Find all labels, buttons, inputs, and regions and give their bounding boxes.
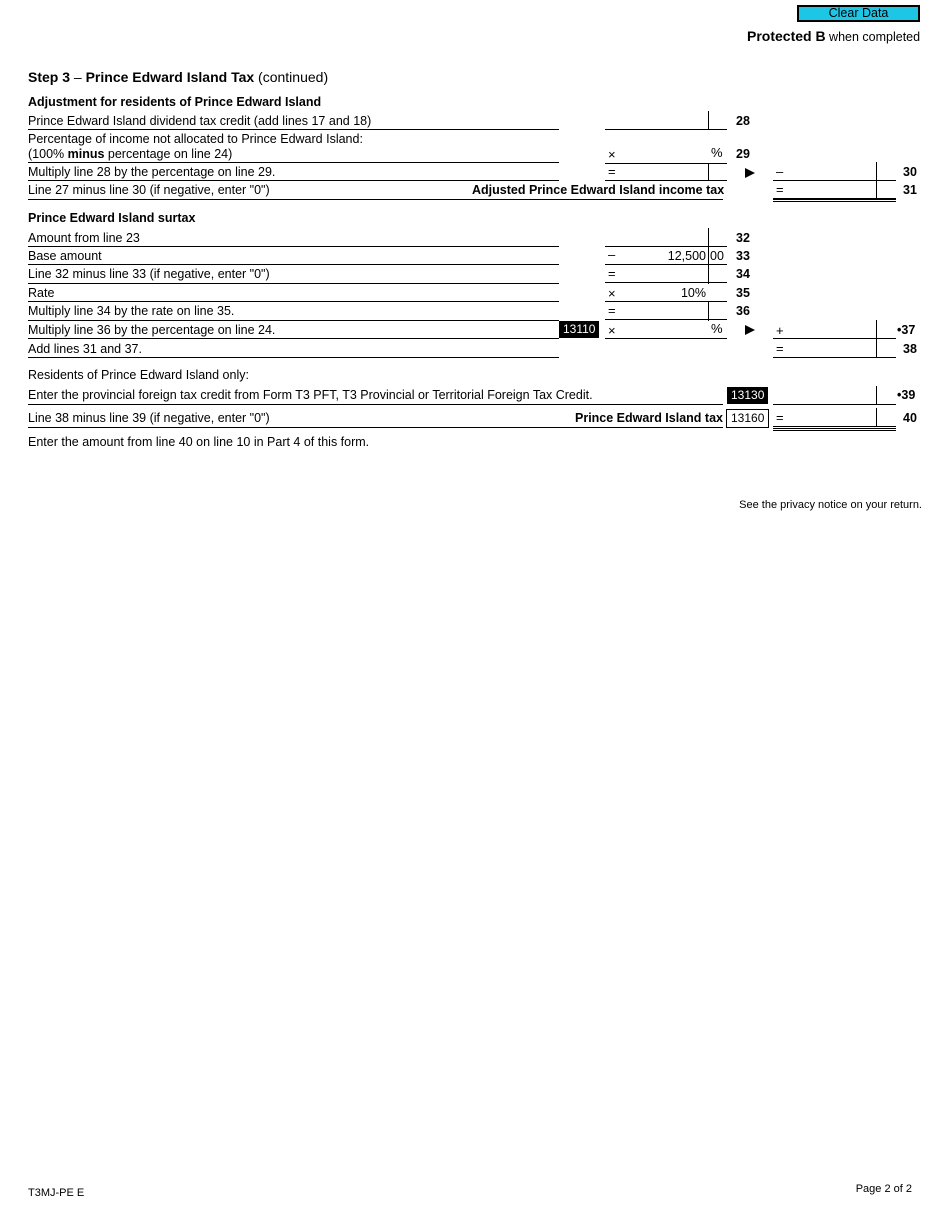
line39-number-wrap (897, 387, 915, 403)
line30-label: Multiply line 28 by the percentage on line 29. (28, 165, 276, 179)
line35-rate-value: 10% (680, 286, 706, 300)
line34-cents-divider (708, 265, 709, 284)
line31-double-underline (773, 199, 896, 202)
line40-number: 40 (903, 411, 917, 425)
line33-cents-value: 00 (710, 249, 724, 263)
line39-underline (28, 404, 723, 405)
line37-percent-sign: % (711, 321, 723, 336)
line38-equals-op: = (776, 341, 784, 356)
step-title-dash: – (70, 69, 86, 85)
line36-number: 36 (736, 304, 750, 318)
line30-result-divider (876, 162, 877, 181)
line29-underline (28, 162, 559, 163)
line33-number: 33 (736, 249, 750, 263)
line39-code: 13130 (727, 387, 768, 404)
line32-underline (28, 246, 559, 247)
line38-result-divider (876, 339, 877, 358)
line40-result-divider (876, 408, 877, 427)
line30-number: 30 (903, 165, 917, 179)
line34-number: 34 (736, 267, 750, 281)
line36-cents-divider (708, 302, 709, 321)
line29-label-b-bold: minus (67, 147, 105, 161)
line29-label-a: Percentage of income not allocated to Prince Edward Island: (28, 132, 363, 146)
protected-b-rest: when completed (825, 30, 921, 44)
line31-number: 31 (903, 183, 917, 197)
line40-instruction: Enter the amount from line 40 on line 10 in Part 4 of this form. (28, 435, 370, 449)
line40-result-field[interactable] (773, 409, 896, 427)
line28-number: 28 (736, 114, 750, 128)
line40-label: Line 38 minus line 39 (if negative, enter "0") (28, 411, 270, 425)
line37-code: 13110 (559, 321, 599, 338)
line29-label-b-post: percentage on line 24) (104, 147, 233, 161)
line37-result-field[interactable] (773, 321, 896, 339)
line33-underline (28, 264, 559, 265)
line30-equals-op: = (608, 164, 616, 179)
privacy-notice: See the privacy notice on your return. (739, 499, 922, 511)
adjustment-heading: Adjustment for residents of Prince Edward Island (28, 95, 322, 109)
line34-label: Line 32 minus line 33 (if negative, enter "0") (28, 267, 270, 281)
line31-right-label: Adjusted Prince Edward Island income tax (472, 183, 725, 197)
line34-equals-op: = (608, 266, 616, 281)
step-title-step: Step 3 (28, 69, 71, 85)
line31-equals-op: = (776, 182, 784, 197)
line40-equals-op: = (776, 410, 784, 425)
line35-times-op: × (608, 286, 616, 301)
line39-number: 39 (901, 388, 916, 402)
arrow-right-icon (745, 325, 755, 335)
step-title-continued: (continued) (254, 69, 329, 85)
line36-equals-op: = (608, 303, 616, 318)
line39-bullet: • (897, 388, 902, 402)
line29-times-op: × (608, 147, 616, 162)
line37-label: Multiply line 36 by the percentage on line 24. (28, 323, 276, 337)
line38-result-field[interactable] (773, 340, 896, 358)
line40-underline (28, 427, 723, 428)
line34-underline (28, 283, 559, 284)
line30-cents-divider (708, 163, 709, 181)
surtax-heading: Prince Edward Island surtax (28, 211, 196, 225)
line28-underline (28, 129, 559, 130)
page-number: Page 2 of 2 (855, 1183, 912, 1195)
clear-data-button[interactable]: Clear Data (797, 5, 920, 22)
line29-number: 29 (736, 147, 750, 161)
line29-percent-field[interactable] (605, 146, 727, 164)
line31-result-field[interactable] (773, 181, 896, 199)
line38-underline (28, 357, 559, 358)
line39-result-divider (876, 386, 877, 405)
step-title (28, 69, 328, 85)
line39-label: Enter the provincial foreign tax credit from Form T3 PFT, T3 Provincial or Territorial Foreign Tax Credit. (28, 388, 593, 402)
line38-label: Add lines 31 and 37. (28, 342, 142, 356)
line35-label: Rate (28, 286, 55, 300)
line37-number: 37 (901, 323, 916, 337)
line37-bullet: • (897, 323, 902, 337)
line33-base-value: 12,500 (667, 249, 706, 263)
line31-result-divider (876, 180, 877, 199)
protected-b-label (747, 28, 920, 44)
line31-label: Line 27 minus line 30 (if negative, enter "0") (28, 183, 270, 197)
line40-double-underline (773, 428, 896, 431)
line36-underline (28, 320, 559, 321)
line37-percent-field[interactable] (605, 321, 727, 339)
line35-underline (28, 301, 559, 302)
line36-label: Multiply line 34 by the rate on line 35. (28, 304, 235, 318)
line30-minus-op: – (776, 164, 784, 179)
line28-label: Prince Edward Island dividend tax credit (add lines 17 and 18) (28, 114, 372, 128)
line32-number: 32 (736, 231, 750, 245)
line29-percent-sign: % (711, 145, 723, 160)
line37-plus-op: + (776, 323, 784, 338)
line39-amount-field[interactable] (773, 387, 896, 405)
line35-number: 35 (736, 286, 750, 300)
line33-minus-op: – (608, 247, 616, 262)
line29-label-b-pre: (100% (28, 147, 68, 161)
residents-heading: Residents of Prince Edward Island only: (28, 368, 249, 382)
line32-cents-divider (708, 228, 709, 247)
form-id: T3MJ-PE E (28, 1187, 85, 1199)
line37-result-divider (876, 320, 877, 339)
line40-right-label: Prince Edward Island tax (575, 411, 723, 425)
line37-times-op: × (608, 323, 616, 338)
line38-number: 38 (903, 342, 917, 356)
line37-underline (28, 338, 559, 339)
line33-label: Base amount (28, 249, 102, 263)
line40-code: 13160 (726, 409, 769, 428)
line37-number-wrap (897, 322, 915, 338)
step-title-province: Prince Edward Island Tax (85, 69, 255, 85)
arrow-right-icon (745, 168, 755, 178)
line28-cents-divider (708, 111, 709, 130)
line29-label-b (28, 146, 232, 162)
line32-label: Amount from line 23 (28, 231, 140, 245)
line30-underline (28, 180, 559, 181)
line31-underline (28, 199, 723, 200)
line33-cents-divider (708, 246, 709, 265)
line30-result-field[interactable] (773, 163, 896, 181)
protected-b-bold: Protected B (747, 28, 826, 44)
